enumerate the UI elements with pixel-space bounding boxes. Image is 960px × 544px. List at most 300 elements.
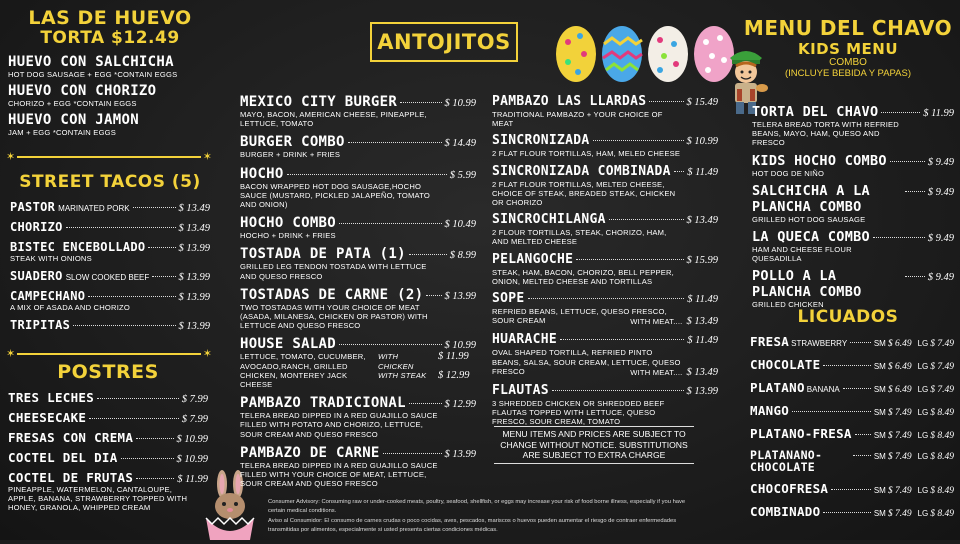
menu-item-row xyxy=(240,166,476,182)
dot-leader xyxy=(88,296,175,297)
combo-note: (INCLUYE BEBIDA Y PAPAS) xyxy=(784,68,911,79)
antojito-item xyxy=(240,445,476,489)
price-sm: $ 7.49 xyxy=(887,452,912,462)
item-price: $ 7.99 xyxy=(181,394,208,405)
item-price: $ 9.49 xyxy=(927,233,954,245)
licuado-row xyxy=(750,403,954,418)
item-description: TWO TOSTADAS WITH YOUR CHOICE OF MEAT (ASADA, MILANESA, CHICKEN OR PASTOR) WITH LETTUCE AND QUESO FRESCO xyxy=(240,302,428,331)
item-price: $ 10.99 xyxy=(686,136,718,148)
dot-leader xyxy=(890,161,925,162)
item-description: PINEAPPLE, WATERMELON, CANTALOUPE, APPLE, BANANA, STRAWBERRY TOPPED WITH HONEY, GRANOLA, WHIPPED CREAM xyxy=(8,485,188,513)
antojitos-col-2 xyxy=(492,94,718,432)
menu-item-row xyxy=(492,252,718,268)
item-price: $ 11.99 xyxy=(923,108,954,119)
dot-leader xyxy=(409,403,442,404)
item-description: LETTUCE, TOMATO, CUCUMBER, AVOCADO,RANCH, GRILLED CHICKEN, MONTEREY JACK CHEESE xyxy=(240,352,366,390)
tacos-title: STREET TACOS (5) xyxy=(19,172,201,192)
licuado-name: MANGO xyxy=(750,403,790,418)
item-name: SINCROCHILANGA xyxy=(492,212,606,228)
dot-leader xyxy=(850,342,871,343)
item-price: $ 5.99 xyxy=(449,169,476,181)
menu-item-row xyxy=(8,470,208,485)
item-name: BURGER COMBO xyxy=(240,134,345,151)
menu-item-row xyxy=(492,212,718,228)
taco-item xyxy=(10,269,210,283)
price-lg: $ 8.49 xyxy=(930,486,954,496)
notice-box xyxy=(494,426,694,464)
dot-leader xyxy=(133,207,176,208)
item-name: PAMBAZO LAS LLARDAS xyxy=(492,94,647,109)
postre-item xyxy=(8,410,208,425)
dot-leader xyxy=(73,325,175,326)
price-lg: $ 8.49 xyxy=(930,452,954,462)
price-sm: $ 6.49 xyxy=(887,339,912,349)
item-price: $ 9.49 xyxy=(927,272,954,284)
size-sm-label: SM xyxy=(873,452,886,461)
menu-item-row xyxy=(240,395,476,411)
dot-leader xyxy=(792,411,871,412)
licuado-subtitle: STRAWBERRY xyxy=(791,339,848,348)
menu-item-row xyxy=(10,289,210,303)
item-description: MAYO, BACON, AMERICAN CHEESE, PINEAPPLE, LETTUCE, TOMATO xyxy=(240,110,427,129)
postre-item xyxy=(8,390,208,405)
item-price: $ 14.49 xyxy=(444,138,476,150)
item-name: CAMPECHANO xyxy=(10,289,86,304)
easter-egg-icon xyxy=(556,26,596,82)
menu-item-row xyxy=(10,220,210,234)
size-lg-label: LG xyxy=(917,509,929,518)
item-description: 2 FLAT FLOUR TORTILLAS, HAM, MELED CHEESE xyxy=(492,149,681,159)
with-meat-price: $ 13.49 xyxy=(686,316,718,328)
menu-item-row xyxy=(10,200,210,214)
item-price: $ 13.99 xyxy=(178,243,210,254)
dot-leader xyxy=(649,101,683,102)
combo-label: COMBO xyxy=(829,57,867,68)
item-price: $ 8.99 xyxy=(449,250,476,262)
kids-item xyxy=(752,183,954,224)
item-price: $ 7.99 xyxy=(181,414,208,425)
menu-item-row xyxy=(8,390,208,405)
dot-leader xyxy=(136,478,174,479)
chavo-title: MENU DEL CHAVO xyxy=(743,16,953,40)
dot-leader xyxy=(400,102,441,103)
item-price: $ 13.99 xyxy=(444,290,476,302)
licuado-row xyxy=(750,357,954,372)
star-icon: ✶ xyxy=(202,150,212,163)
extra-price: $ 12.99 xyxy=(438,369,470,381)
menu-item-row xyxy=(492,133,718,149)
antojito-item xyxy=(240,166,476,210)
advisory-en: Consumer Advisory: Consuming raw or under-cooked meats, poultry, seafood, shellfish, or eggs may increase your risk of food borne illness, especially if you have certain medical conditions. xyxy=(268,499,686,514)
dot-leader xyxy=(66,227,176,228)
item-price: $ 15.49 xyxy=(686,97,718,108)
antojito-item xyxy=(240,395,476,439)
dot-leader xyxy=(609,219,684,220)
menu-item-row xyxy=(492,383,718,399)
item-price: $ 10.49 xyxy=(444,219,476,231)
item-description: 2 FLOUR TORTILLAS, STEAK, CHORIZO, HAM, AND MELTED CHEESE xyxy=(492,228,667,247)
dot-leader xyxy=(823,512,870,513)
item-price: $ 10.99 xyxy=(444,340,476,352)
item-price: $ 13.99 xyxy=(178,292,210,304)
antojito-item xyxy=(240,215,476,240)
kids-item xyxy=(752,104,954,148)
licuado-subtitle: BANANA xyxy=(806,385,840,394)
dot-leader xyxy=(89,418,178,419)
dot-leader xyxy=(576,259,683,260)
licuado-name: PLATANANO-CHOCOLATE xyxy=(750,448,823,474)
item-description: 3 SHREDDED CHICKEN OR SHREDDED BEEF FLAUTAS TOPPED WITH LETTUCE, QUESO FRESCO, SOUR CREAM, TOMATO xyxy=(492,399,665,427)
tacos-list xyxy=(10,200,210,332)
antojito-item xyxy=(240,287,476,331)
licuados-title: LICUADOS xyxy=(797,307,899,327)
dot-leader xyxy=(905,276,925,277)
item-name: HUEVO CON JAMON xyxy=(8,112,139,129)
antojito-item xyxy=(492,252,718,286)
menu-item-row xyxy=(8,410,208,425)
price-sm: $ 6.49 xyxy=(887,385,912,395)
with-meat-row xyxy=(492,367,718,378)
notice-text: MENU ITEMS AND PRICES ARE SUBJECT TO CHANGE WITHOUT NOTICE. SUBSTITUTIONS ARE SUBJECT TO EXTRA CHARGE xyxy=(500,429,688,460)
consumer-advisory xyxy=(268,498,698,534)
item-price: $ 11.49 xyxy=(687,166,718,178)
dot-leader xyxy=(552,390,684,391)
item-description: JAM + EGG *CONTAIN EGGS xyxy=(8,128,117,138)
dot-leader xyxy=(287,174,447,175)
dot-leader xyxy=(823,365,870,366)
taco-item xyxy=(10,240,210,263)
menu-item-row xyxy=(240,94,476,110)
huevo-list xyxy=(8,54,212,138)
star-icon: ✶ xyxy=(6,150,16,163)
item-name: SINCRONIZADA COMBINADA xyxy=(492,163,671,179)
item-name: SINCRONIZADA xyxy=(492,133,590,149)
item-description: HAM AND CHEESE FLOUR QUESADILLA xyxy=(752,245,852,264)
divider-2 xyxy=(4,349,214,359)
licuado-row xyxy=(750,449,954,473)
item-description: BACON WRAPPED HOT DOG SAUSAGE,HOCHO SAUCE (MUSTARD, PICKLED JALAPEÑO, TOMATO AND ONION) xyxy=(240,181,431,210)
item-name: BISTEC ENCEBOLLADO xyxy=(10,240,146,254)
dot-leader xyxy=(339,344,441,345)
easter-eggs xyxy=(554,14,744,90)
menu-item-row xyxy=(492,291,718,307)
dot-leader xyxy=(528,298,685,299)
licuado-name: PLATANO-FRESA xyxy=(750,426,852,441)
antojito-item xyxy=(492,291,718,327)
postres-section xyxy=(8,360,208,518)
item-price: $ 13.49 xyxy=(686,215,718,227)
antojito-item xyxy=(492,164,718,208)
huevo-item xyxy=(8,112,212,137)
huevo-item xyxy=(8,54,212,79)
price-lg: $ 8.49 xyxy=(930,509,954,519)
licuado-row xyxy=(750,334,954,349)
dot-leader xyxy=(152,276,175,277)
item-price: $ 10.99 xyxy=(176,454,208,465)
antojito-item xyxy=(240,94,476,128)
huevo-section xyxy=(8,8,212,142)
price-lg: $ 8.49 xyxy=(930,408,954,418)
menu-item-row xyxy=(10,318,210,332)
dot-leader xyxy=(881,112,920,113)
menu-item-row xyxy=(752,183,954,215)
item-price: $ 13.99 xyxy=(178,272,210,284)
size-sm-label: SM xyxy=(873,362,886,371)
postres-title: POSTRES xyxy=(57,361,159,383)
antojito-item xyxy=(492,94,718,128)
item-name: TORTA DEL CHAVO xyxy=(752,104,879,120)
item-name: TRES LECHES xyxy=(8,390,95,405)
item-name: FRESAS CON CREMA xyxy=(8,430,134,445)
licuado-name: COMBINADO xyxy=(750,504,821,519)
dot-leader xyxy=(121,458,174,459)
kids-item xyxy=(752,153,954,178)
item-price: $ 9.49 xyxy=(927,186,954,198)
price-sm: $ 7.49 xyxy=(887,486,912,496)
item-description: TELERA BREAD DIPPED IN A RED GUAJILLO SAUCE FILLED WITH YOUR CHOICE OF MEAT, LETTUCE, SOUR CREAM AND QUESO FRESCO xyxy=(240,460,438,489)
kids-item xyxy=(752,268,954,309)
item-price: $ 13.99 xyxy=(444,448,476,460)
dot-leader xyxy=(855,434,871,435)
item-name: SUADERO xyxy=(10,269,63,284)
antojitos-title: ANTOJITOS xyxy=(377,30,511,54)
item-description: 2 FLAT FLOUR TORTILLAS, MELTED CHEESE, CHOICE OF STEAK, BREADED STEAK, CHICKEN OR CHORIZO xyxy=(492,179,676,208)
menu-item-row xyxy=(240,445,476,461)
item-name: PASTOR xyxy=(10,200,56,214)
licuado-name: PLATANO xyxy=(750,380,805,395)
size-sm-label: SM xyxy=(873,486,886,495)
dot-leader xyxy=(409,254,447,255)
antojitos-col-1 xyxy=(240,94,476,494)
size-sm-label: SM xyxy=(873,431,886,440)
item-description: STEAK, HAM, BACON, CHORIZO, BELL PEPPER, ONION, MELTED CHEESE AND TORTILLAS xyxy=(492,267,674,286)
item-name: SOPE xyxy=(492,291,525,307)
dot-leader xyxy=(831,489,871,490)
item-description: A MIX OF ASADA AND CHORIZO xyxy=(10,303,130,313)
antojitos-title-box xyxy=(370,22,518,62)
price-lg: $ 7.49 xyxy=(930,385,954,395)
easter-egg-icon xyxy=(602,26,642,82)
taco-item xyxy=(10,289,210,312)
item-description: HOT DOG SAUSAGE + EGG *CONTAIN EGGS xyxy=(8,70,178,79)
salad-extra-row xyxy=(378,352,470,370)
easter-egg-icon xyxy=(648,26,688,82)
item-name: COCTEL DE FRUTAS xyxy=(8,470,134,485)
taco-item xyxy=(10,200,210,214)
item-description: OVAL SHAPED TORTILLA, REFRIED PINTO BEANS, SALSA, SOUR CREAM, LETTUCE, QUESO FRESCO xyxy=(492,348,681,376)
item-price: $ 13.99 xyxy=(686,386,718,398)
item-name: HOCHO xyxy=(240,165,284,182)
menu-item-row xyxy=(8,430,208,445)
dot-leader xyxy=(426,295,441,296)
antojito-item xyxy=(240,246,476,280)
price-sm: $ 7.49 xyxy=(887,431,912,441)
menu-item-row xyxy=(10,240,210,254)
dot-leader xyxy=(148,247,175,248)
licuado-row xyxy=(750,504,954,519)
item-description: TELERA BREAD DIPPED IN A RED GUAJILLO SAUCE FILLED WITH POTATO AND CHORIZO, LETTUCE, SOUR CREAM AND QUESO FRESCO xyxy=(240,411,438,439)
item-name: CHORIZO xyxy=(10,220,63,234)
antojito-item xyxy=(492,212,718,246)
salad-extra-row xyxy=(378,371,470,381)
menu-item-row xyxy=(240,134,476,150)
licuado-name: FRESA xyxy=(750,334,790,349)
menu-item-row xyxy=(752,268,954,300)
with-meat-price: $ 13.49 xyxy=(686,367,718,379)
taco-item xyxy=(10,220,210,234)
huevo-title: LAS DE HUEVO xyxy=(28,7,192,29)
dot-leader xyxy=(853,455,871,456)
extra-label: WITH STEAK xyxy=(378,370,427,380)
postres-list xyxy=(8,390,208,513)
item-name: HUARACHE xyxy=(492,332,558,348)
price-lg: $ 7.49 xyxy=(930,362,954,372)
menu-item-row xyxy=(240,287,476,303)
item-description: STEAK WITH ONIONS xyxy=(10,254,92,263)
item-name: KIDS HOCHO COMBO xyxy=(752,152,887,169)
dot-leader xyxy=(136,438,173,439)
price-sm: $ 6.49 xyxy=(887,362,912,372)
size-lg-label: LG xyxy=(917,362,929,371)
item-description: HOCHO + DRINK + FRIES xyxy=(240,231,336,241)
with-meat-label: WITH MEAT.... xyxy=(630,317,683,327)
dot-leader xyxy=(339,223,441,224)
kids-item xyxy=(752,229,954,263)
item-name: HOUSE SALAD xyxy=(240,336,337,353)
postre-item xyxy=(8,450,208,465)
menu-item-row xyxy=(492,164,718,180)
menu-item-row xyxy=(492,94,718,110)
dot-leader xyxy=(348,142,442,143)
item-description: GRILLED CHICKEN xyxy=(752,300,824,310)
licuados-header xyxy=(740,306,956,328)
item-name: TOSTADA DE PATA (1) xyxy=(240,246,406,263)
huevo-subtitle: TORTA $12.49 xyxy=(40,28,180,48)
item-description: TRADITIONAL PAMBAZO + YOUR CHOICE OF MEAT xyxy=(492,110,663,129)
with-meat-label: WITH MEAT.... xyxy=(630,368,683,378)
extra-label: WITH CHICKEN xyxy=(378,352,414,371)
item-description: BURGER + DRINK + FRIES xyxy=(240,150,341,160)
item-name: SALCHICHA A LA PLANCHA COMBO xyxy=(752,182,870,215)
item-description: CHORIZO + EGG *CONTAIN EGGS xyxy=(8,99,137,109)
size-sm-label: SM xyxy=(873,339,886,348)
menu-item-row xyxy=(240,246,476,262)
dot-leader xyxy=(873,237,925,238)
size-lg-label: LG xyxy=(917,431,929,440)
licuado-row xyxy=(750,426,954,441)
item-name: LA QUECA COMBO xyxy=(752,229,870,246)
item-price: $ 11.49 xyxy=(687,294,718,306)
item-description: TELERA BREAD TORTA WITH REFRIED BEANS, MAYO, HAM, QUESO AND FRESCO xyxy=(752,120,899,148)
dot-leader xyxy=(560,339,684,340)
item-subtitle: SLOW COOKED BEEF xyxy=(65,273,150,283)
star-icon: ✶ xyxy=(6,347,16,360)
item-name: HUEVO CON SALCHICHA xyxy=(8,54,174,70)
item-name: MEXICO CITY BURGER xyxy=(240,94,398,110)
size-lg-label: LG xyxy=(917,452,929,461)
dot-leader xyxy=(674,171,684,172)
size-lg-label: LG xyxy=(917,486,929,495)
price-lg: $ 8.49 xyxy=(930,431,954,441)
chavo-header xyxy=(740,16,956,79)
dot-leader xyxy=(97,398,179,399)
licuado-name: CHOCOLATE xyxy=(750,357,821,372)
antojito-item xyxy=(492,332,718,378)
licuado-name: CHOCOFRESA xyxy=(750,481,829,496)
kids-menu-label: KIDS MENU xyxy=(797,40,899,58)
size-sm-label: SM xyxy=(873,509,886,518)
item-price: $ 10.99 xyxy=(444,98,476,109)
size-sm-label: SM xyxy=(873,385,886,394)
item-description: REFRIED BEANS, LETTUCE, QUESO FRESCO, SOUR CREAM xyxy=(492,307,667,326)
item-name: HUEVO CON CHORIZO xyxy=(8,83,157,100)
item-name: TOSTADAS DE CARNE (2) xyxy=(240,286,424,303)
taco-item xyxy=(10,318,210,332)
item-description: GRILLED HOT DOG SAUSAGE xyxy=(752,214,866,224)
licuados-section xyxy=(750,334,954,527)
divider-1 xyxy=(4,152,214,162)
dot-leader xyxy=(843,388,871,389)
salad-extras xyxy=(378,352,470,380)
item-price: $ 11.49 xyxy=(687,335,718,347)
price-sm: $ 7.49 xyxy=(887,509,912,519)
size-lg-label: LG xyxy=(917,408,929,417)
item-description: GRILLED LEG TENDON TOSTADA WITH LETTUCE AND QUESO FRESCO xyxy=(240,262,427,281)
item-price: $ 15.99 xyxy=(686,254,718,266)
item-name: COCTEL DEL DIA xyxy=(8,450,118,465)
menu-item-row xyxy=(8,450,208,465)
item-name: PAMBAZO DE CARNE xyxy=(240,444,380,461)
price-lg: $ 7.49 xyxy=(930,339,954,349)
postre-item xyxy=(8,430,208,445)
antojito-item xyxy=(492,383,718,427)
antojito-item xyxy=(240,336,476,389)
price-sm: $ 7.49 xyxy=(887,408,912,418)
menu-item-row xyxy=(240,336,476,352)
item-price: $ 13.99 xyxy=(178,321,210,333)
item-price: $ 13.49 xyxy=(178,223,210,234)
extra-price: $ 11.99 xyxy=(438,351,469,363)
star-icon: ✶ xyxy=(202,347,212,360)
dot-leader xyxy=(905,191,925,192)
dot-leader xyxy=(383,453,442,454)
menu-item-row xyxy=(752,229,954,245)
item-name: TRIPITAS xyxy=(10,318,71,333)
menu-item-row xyxy=(240,215,476,231)
size-lg-label: LG xyxy=(917,385,929,394)
menu-item-row xyxy=(492,332,718,348)
dot-leader xyxy=(593,140,684,141)
item-subtitle: MARINATED PORK xyxy=(58,204,130,213)
item-price: $ 10.99 xyxy=(176,434,208,445)
advisory-es: Aviso al Consumidor: El consumo de carnes crudas o poco cocidas, aves, pescados, mariscos o huevos pueden aumentar el riesgo de contraer enfermedades transmitidas por alimentos, especialmente si usted presenta ciertas condiciones médicas. xyxy=(268,518,677,533)
item-description: HOT DOG DE NIÑO xyxy=(752,168,825,178)
item-name: PAMBAZO TRADICIONAL xyxy=(240,395,406,412)
size-lg-label: LG xyxy=(917,339,929,348)
item-name: PELANGOCHE xyxy=(492,251,574,267)
item-name: FLAUTAS xyxy=(492,383,549,399)
item-name: CHEESECAKE xyxy=(8,410,87,425)
antojito-item xyxy=(240,134,476,159)
licuado-row xyxy=(750,380,954,395)
chavo-section xyxy=(752,104,954,315)
item-name: POLLO A LA PLANCHA COMBO xyxy=(752,268,862,301)
menu-item-row xyxy=(752,104,954,120)
item-price: $ 12.99 xyxy=(444,399,476,411)
item-price: $ 13.49 xyxy=(178,203,210,214)
antojito-item xyxy=(492,133,718,158)
menu-item-row xyxy=(10,269,210,283)
